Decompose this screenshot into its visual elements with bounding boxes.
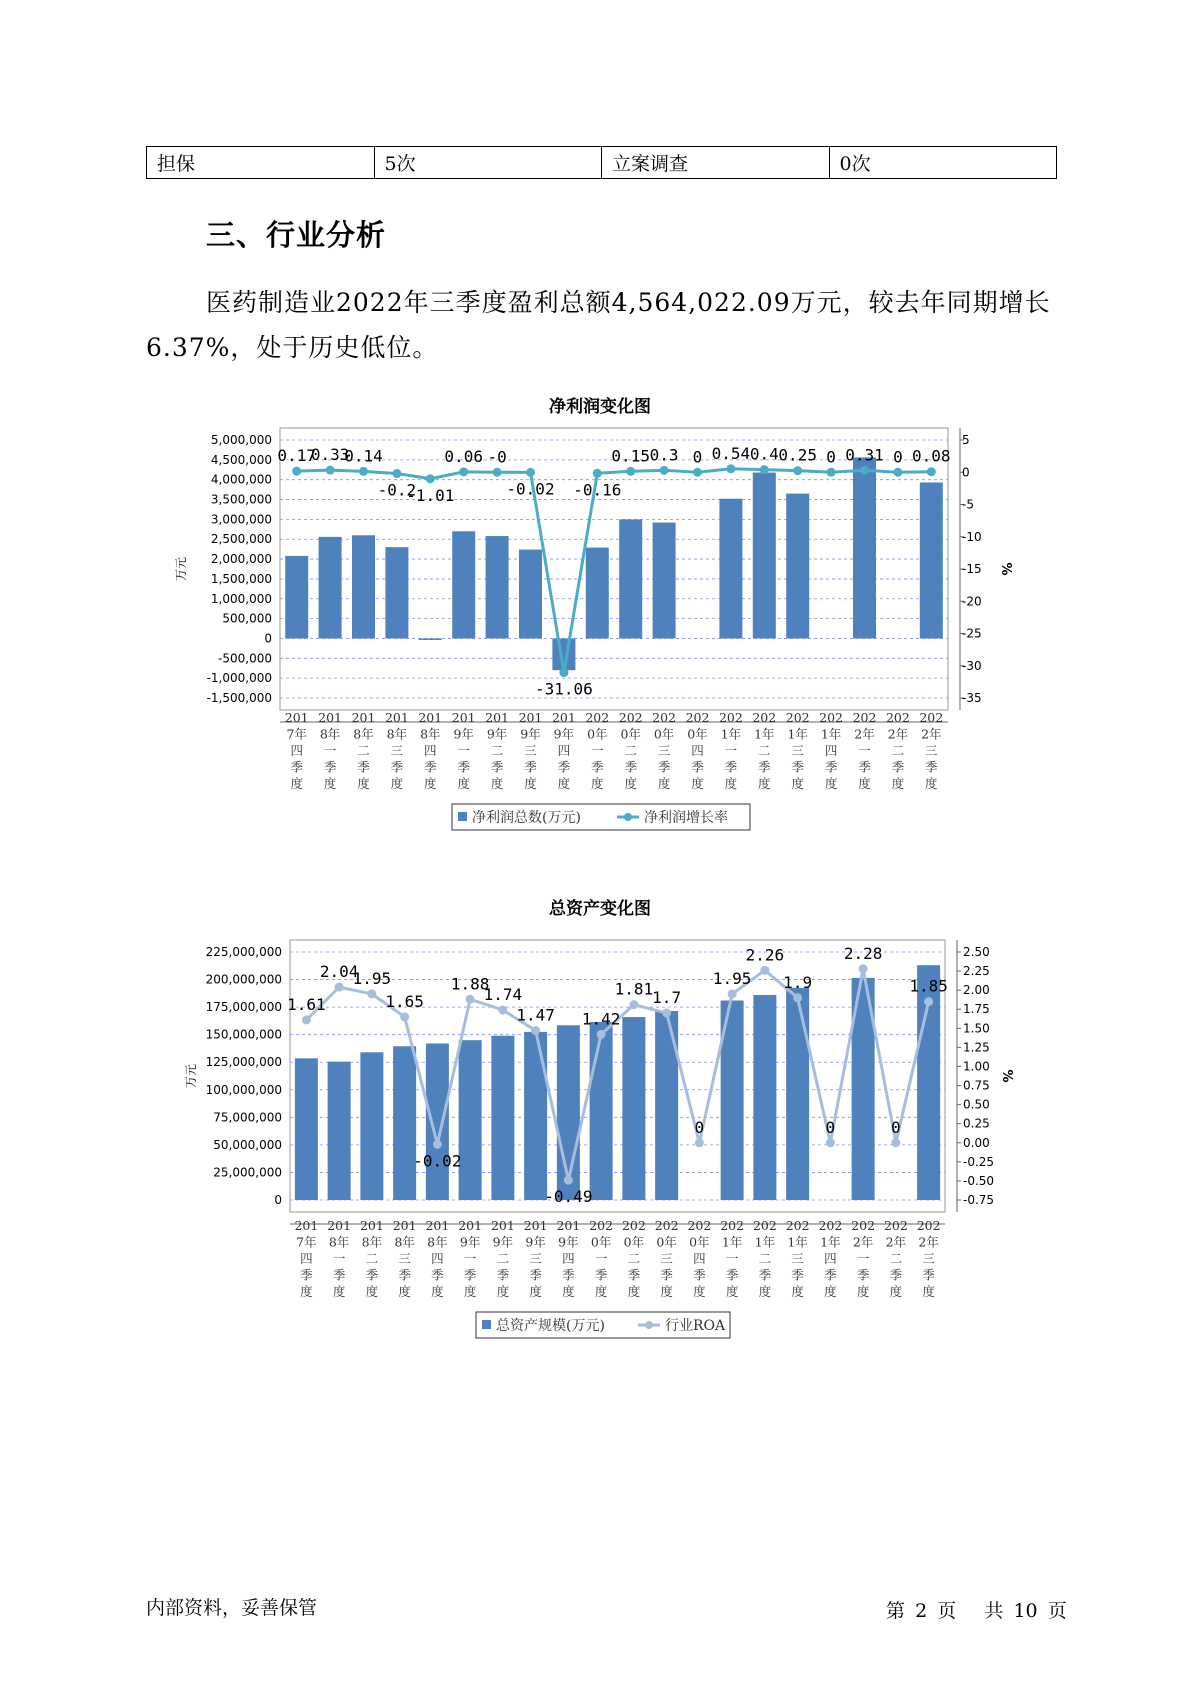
line-point <box>629 1000 638 1009</box>
x-tick-label: 201 9年二季度 <box>485 710 510 791</box>
line-point <box>793 466 802 475</box>
x-tick-label: 201 9年四季度 <box>556 1218 581 1299</box>
x-tick-label: 202 1年四季度 <box>818 1218 843 1299</box>
x-tick-label: 202 2年三季度 <box>919 710 944 791</box>
legend-label: 总资产规模(万元) <box>496 1318 605 1334</box>
data-label: 0 <box>825 1117 836 1137</box>
bar <box>352 535 375 638</box>
bar <box>295 1058 318 1200</box>
total-assets-chart-svg <box>0 892 1191 1352</box>
bar <box>619 519 642 638</box>
y2-tick-label: -0.50 <box>963 1173 995 1188</box>
y-tick-label: 225,000,000 <box>205 945 282 959</box>
data-label: 1.95 <box>352 968 392 988</box>
data-label: 1.74 <box>483 984 523 1004</box>
x-tick-label: 201 9年二季度 <box>490 1218 515 1299</box>
total-label: 页 <box>1047 1600 1067 1622</box>
bar <box>753 995 776 1200</box>
y-axis-title: 万元 <box>184 1063 198 1089</box>
line-point <box>891 1138 900 1147</box>
x-tick-label: 202 2年一季度 <box>851 1218 876 1299</box>
x-tick-label: 202 1年一季度 <box>720 1218 745 1299</box>
y-tick-label: 125,000,000 <box>205 1055 282 1070</box>
y2-tick-label: -35 <box>962 691 982 705</box>
footer-page-number <box>886 1596 1071 1623</box>
y-tick-label: 50,000,000 <box>213 1137 282 1152</box>
y-tick-label: 75,000,000 <box>213 1110 282 1125</box>
data-label: 0.17 <box>277 446 316 466</box>
data-label: 0.4 <box>749 444 779 464</box>
y-tick-label: 0 <box>264 631 272 646</box>
line-point <box>466 995 475 1004</box>
line-point <box>493 468 502 477</box>
bar <box>786 494 809 639</box>
data-label: 1.7 <box>652 988 682 1008</box>
y2-axis-title: % <box>999 1069 1014 1083</box>
y-tick-label: 0 <box>274 1193 282 1207</box>
line-point <box>660 466 669 475</box>
x-tick-label: 202 2年一季度 <box>852 710 877 791</box>
x-tick-label: 202 1年四季度 <box>819 710 844 791</box>
data-label: 0.15 <box>611 446 650 466</box>
section-heading: 三、行业分析 <box>206 218 387 252</box>
data-label: 0 <box>826 447 836 467</box>
x-tick-label: 201 9年四季度 <box>551 710 576 791</box>
y-tick-label: 150,000,000 <box>205 1027 282 1042</box>
bar <box>491 1036 514 1200</box>
bar <box>426 1043 449 1200</box>
bar <box>524 1032 547 1200</box>
data-label: 0.54 <box>711 443 751 463</box>
data-label: 1.95 <box>712 968 752 988</box>
x-tick-label: 202 0年三季度 <box>652 710 677 791</box>
data-label: 0.14 <box>344 446 383 466</box>
x-tick-label: 202 0年二季度 <box>618 710 643 791</box>
bar <box>719 499 742 639</box>
bar <box>590 1022 613 1200</box>
legend-label: 净利润增长率 <box>644 810 728 826</box>
bar <box>653 523 676 639</box>
data-label: 0.3 <box>649 445 679 465</box>
line-point <box>400 1012 409 1021</box>
bar <box>786 988 809 1200</box>
bar <box>459 1040 482 1200</box>
legend-label: 行业ROA <box>665 1318 726 1334</box>
line-point <box>626 467 635 476</box>
data-label: 1.85 <box>909 976 948 996</box>
bar <box>360 1052 383 1200</box>
info-table <box>146 146 1057 179</box>
x-tick-label: 202 0年四季度 <box>687 1218 712 1299</box>
line-point <box>597 1030 606 1039</box>
line-point <box>559 668 568 677</box>
x-tick-label: 202 0年四季度 <box>685 710 710 791</box>
y2-tick-label: 0.75 <box>963 1078 990 1093</box>
y-tick-label: 4,000,000 <box>210 472 272 487</box>
line-point <box>531 1026 540 1035</box>
total-label: 共 <box>984 1600 1004 1622</box>
legend-swatch-bar <box>458 812 467 821</box>
page-label: 页 <box>937 1600 957 1622</box>
bar <box>419 638 442 640</box>
y2-tick-label: 2.00 <box>963 983 990 998</box>
data-label: -0.49 <box>544 1187 593 1207</box>
x-tick-label: 201 7年四季度 <box>294 1218 319 1299</box>
y-tick-label: 5,000,000 <box>210 433 272 447</box>
total-assets-chart <box>0 892 1191 1352</box>
line-point <box>392 469 401 478</box>
x-tick-label: 202 0年一季度 <box>585 710 610 791</box>
data-label: 1.65 <box>385 991 424 1011</box>
footer-confidential: 内部资料，妥善保管 <box>146 1597 318 1619</box>
y2-tick-label: 1.00 <box>963 1059 990 1074</box>
line-point <box>292 467 301 476</box>
bar <box>622 1017 645 1200</box>
y2-tick-label: -0.75 <box>963 1193 995 1207</box>
y2-tick-label: 0 <box>962 465 970 480</box>
data-label: 1.81 <box>614 979 654 999</box>
y-tick-label: 175,000,000 <box>205 1000 282 1015</box>
data-label: 2.26 <box>745 945 785 965</box>
line-point <box>760 966 769 975</box>
x-tick-label: 201 8年四季度 <box>425 1218 450 1299</box>
x-tick-label: 202 2年三季度 <box>916 1218 941 1299</box>
data-label: 0.06 <box>444 446 483 466</box>
data-label: 0 <box>891 1117 901 1137</box>
y2-tick-label: -20 <box>962 594 982 609</box>
line-point <box>367 989 376 998</box>
page-number: 2 <box>915 1600 928 1622</box>
line-point <box>826 1138 835 1147</box>
x-tick-label: 202 1年二季度 <box>752 1218 777 1299</box>
y-tick-label: 1,000,000 <box>210 591 272 606</box>
x-tick-label: 202 1年三季度 <box>785 710 810 791</box>
y2-axis-title: % <box>998 562 1013 576</box>
data-label: -0.2 <box>377 480 417 500</box>
line-point <box>526 468 535 477</box>
line-point <box>760 465 769 474</box>
table-cell: 立案调查 <box>602 147 830 179</box>
legend-swatch-point <box>624 813 632 821</box>
x-tick-label: 201 9年三季度 <box>523 1218 548 1299</box>
data-label: 0 <box>893 447 903 467</box>
x-tick-label: 201 9年三季度 <box>518 710 543 791</box>
y-tick-label: 2,500,000 <box>210 532 272 547</box>
net-profit-chart-svg <box>0 390 1191 850</box>
line-point <box>326 466 335 475</box>
x-tick-label: 202 0年二季度 <box>621 1218 646 1299</box>
bar <box>586 548 609 639</box>
line-point <box>426 474 435 483</box>
y2-tick-label: 0.25 <box>963 1116 990 1131</box>
y-tick-label: 2,000,000 <box>210 552 272 567</box>
y-tick-label: 25,000,000 <box>213 1165 282 1180</box>
data-label: 1.9 <box>783 972 813 992</box>
table-row <box>147 147 1057 179</box>
y2-tick-label: 1.75 <box>963 1002 990 1017</box>
body-paragraph: 医药制造业2022年三季度盈利总额4,564,022.09万元，较去年同期增长6.37%，处于历史低位。 <box>146 288 1051 362</box>
line-point <box>459 467 468 476</box>
data-label: 0.08 <box>912 446 951 466</box>
data-label: 0.31 <box>845 445 884 465</box>
y2-tick-label: 0.50 <box>963 1097 990 1112</box>
data-label: 0.33 <box>310 445 350 465</box>
y2-tick-label: 2.25 <box>963 964 990 979</box>
line-point <box>924 997 933 1006</box>
line-point <box>302 1015 311 1024</box>
data-label: 2.28 <box>843 943 883 963</box>
legend-swatch-point <box>645 1321 653 1329</box>
x-tick-label: 202 1年二季度 <box>752 710 777 791</box>
bar <box>853 457 876 638</box>
line-point <box>793 993 802 1002</box>
data-label: -0 <box>487 447 507 467</box>
y-tick-label: 100,000,000 <box>205 1082 282 1097</box>
legend-swatch-bar <box>482 1320 491 1329</box>
x-tick-label: 201 9年一季度 <box>458 1218 483 1299</box>
data-label: 1.88 <box>450 974 490 994</box>
line-point <box>728 989 737 998</box>
y-tick-label: 3,000,000 <box>210 512 272 527</box>
line-point <box>827 468 836 477</box>
data-label: 0 <box>694 1117 705 1137</box>
data-label: -0.16 <box>573 480 622 500</box>
y2-tick-label: 1.50 <box>963 1021 990 1036</box>
y2-tick-label: 2.50 <box>963 945 990 959</box>
line-point <box>335 983 344 992</box>
y-tick-label: 200,000,000 <box>205 972 282 987</box>
net-profit-chart <box>0 390 1191 850</box>
table-cell: 0次 <box>829 147 1057 179</box>
y-tick-label: 500,000 <box>222 611 272 626</box>
y2-tick-label: -30 <box>962 658 982 673</box>
x-tick-label: 201 9年一季度 <box>451 710 476 791</box>
data-label: 1.61 <box>287 994 326 1014</box>
y-tick-label: 4,500,000 <box>210 452 272 467</box>
chart-title: 总资产变化图 <box>549 899 651 919</box>
total-pages: 10 <box>1013 1600 1038 1622</box>
line-point <box>860 466 869 475</box>
y2-tick-label: 5 <box>962 433 970 447</box>
bar <box>486 536 509 638</box>
line-point <box>726 464 735 473</box>
x-tick-label: 202 0年一季度 <box>589 1218 614 1299</box>
x-tick-label: 201 8年一季度 <box>318 710 343 791</box>
bar <box>285 556 308 639</box>
y-tick-label: -1,000,000 <box>206 671 272 686</box>
line-point <box>662 1009 671 1018</box>
y2-tick-label: -25 <box>962 626 982 641</box>
y2-tick-label: -5 <box>962 497 974 512</box>
page-label: 第 <box>886 1600 906 1622</box>
line-point <box>693 468 702 477</box>
data-label: 1.42 <box>581 1009 621 1029</box>
x-tick-label: 201 8年四季度 <box>418 710 443 791</box>
table-cell: 5次 <box>374 147 602 179</box>
bar <box>328 1062 351 1200</box>
bar <box>393 1046 416 1200</box>
y-tick-label: -500,000 <box>218 651 272 666</box>
y2-tick-label: 1.25 <box>963 1040 990 1055</box>
line-point <box>359 467 368 476</box>
line-point <box>498 1005 507 1014</box>
line-point <box>893 468 902 477</box>
bar <box>452 531 475 638</box>
y-tick-label: 1,500,000 <box>210 571 272 586</box>
bar <box>920 482 943 638</box>
bar <box>519 550 542 639</box>
line-point <box>927 467 936 476</box>
x-tick-label: 202 0年三季度 <box>654 1218 679 1299</box>
bar <box>385 547 408 638</box>
y-tick-label: -1,500,000 <box>206 691 272 705</box>
x-tick-label: 201 8年三季度 <box>392 1218 417 1299</box>
y2-tick-label: -10 <box>962 529 982 544</box>
chart-title: 净利润变化图 <box>549 397 651 417</box>
data-label: -31.06 <box>535 679 593 699</box>
y2-tick-label: -0.25 <box>963 1154 995 1169</box>
line-point <box>433 1140 442 1149</box>
data-label: 1.47 <box>516 1005 555 1025</box>
line-point <box>564 1176 573 1185</box>
legend-label: 净利润总数(万元) <box>472 810 581 826</box>
x-tick-label: 201 7年四季度 <box>284 710 309 791</box>
y2-tick-label: -15 <box>962 562 982 576</box>
data-label: -1.01 <box>406 485 455 505</box>
y-tick-label: 3,500,000 <box>210 492 272 507</box>
x-tick-label: 202 1年一季度 <box>718 710 743 791</box>
data-label: 0.25 <box>778 445 817 465</box>
bar <box>753 473 776 639</box>
x-tick-label: 202 1年三季度 <box>785 1218 810 1299</box>
data-label: 0 <box>692 447 703 467</box>
y-axis-title: 万元 <box>174 556 188 582</box>
bar <box>319 537 342 639</box>
line-point <box>593 469 602 478</box>
x-tick-label: 202 2年二季度 <box>885 710 910 791</box>
data-label: -0.02 <box>506 479 555 499</box>
line-point <box>859 964 868 973</box>
x-tick-label: 202 2年二季度 <box>883 1218 908 1299</box>
table-cell: 担保 <box>147 147 375 179</box>
data-label: -0.02 <box>413 1151 462 1171</box>
x-tick-label: 201 8年二季度 <box>351 710 376 791</box>
x-tick-label: 201 8年三季度 <box>384 710 409 791</box>
data-label: 2.04 <box>319 962 359 982</box>
y2-tick-label: 0.00 <box>963 1135 990 1150</box>
line-point <box>695 1138 704 1147</box>
x-tick-label: 201 8年二季度 <box>359 1218 384 1299</box>
x-tick-label: 201 8年一季度 <box>327 1218 352 1299</box>
